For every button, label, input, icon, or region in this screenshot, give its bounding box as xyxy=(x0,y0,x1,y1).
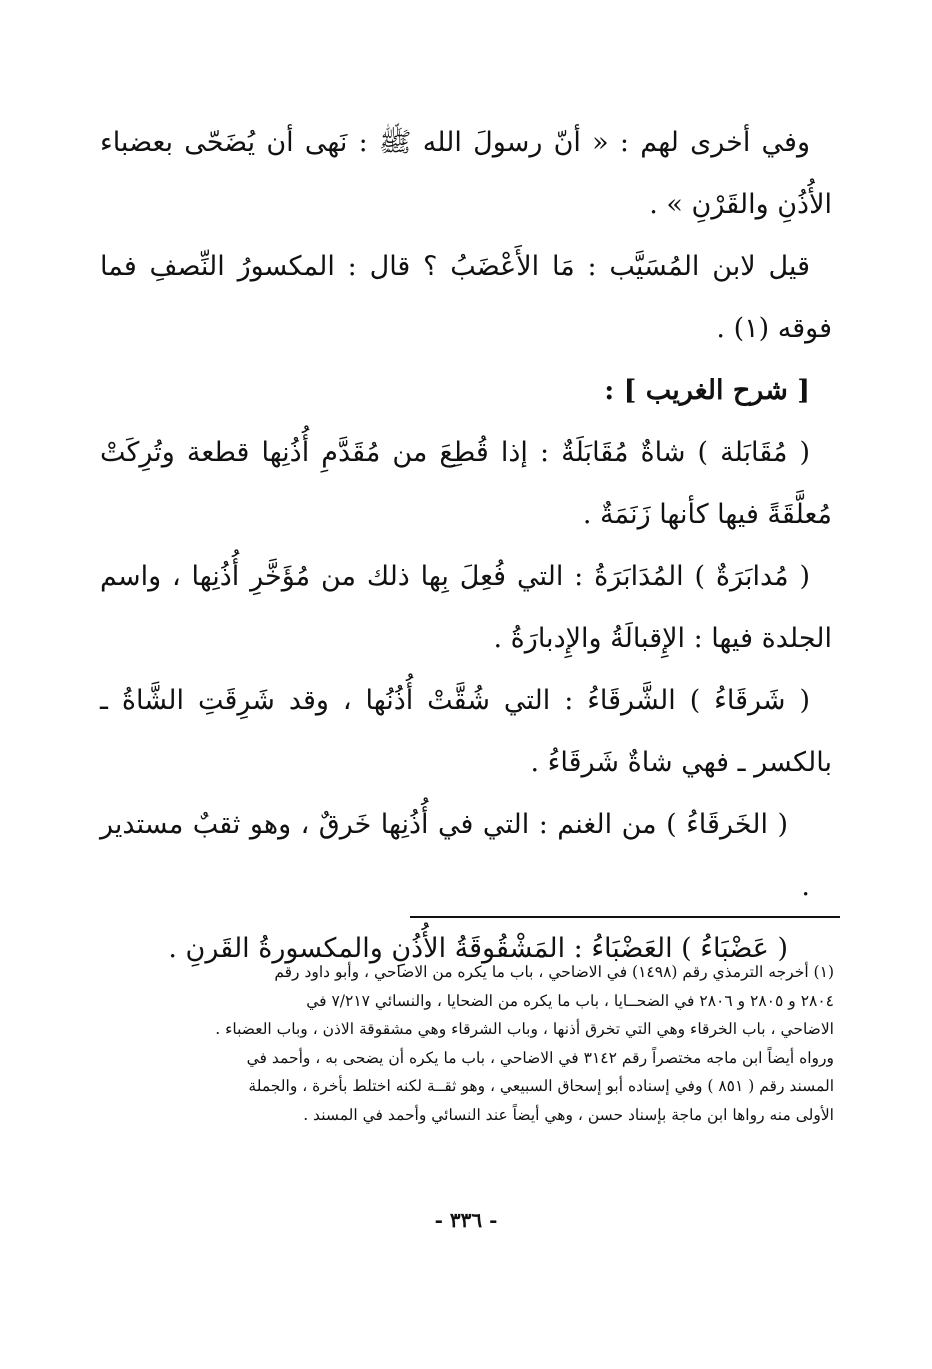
paragraph-mudabara: ( مُدابَرَةٌ ) المُدَابَرَةُ : التي فُعِلَ بِها ذلك من مُؤَخَّرِ أُذُنِها ، واسم الجلدة فيها : الإِقبالَةُ والإِدبارَةُ . xyxy=(100,561,832,654)
footnote-line: ٢٨٠٤ و ٢٨٠٥ و ٢٨٠٦ في الضحــايا ، باب ما يكره من الضحايا ، والنسائي ٧/٢١٧ في xyxy=(306,991,834,1010)
footnote-line: الاضاحي ، باب الخرقاء وهي التي تخرق أذنها ، وباب الشرقاء وهي مشقوقة الاذن ، وباب العضباء . xyxy=(215,1020,834,1038)
paragraph-kharqa: ( الخَرقَاءُ ) من الغنم : التي في أُذُنِها خَرقٌ ، وهو ثقبٌ مستدير . xyxy=(100,809,810,902)
section-heading: [ شرح الغريب ] : xyxy=(604,375,810,406)
footnote-line: المسند رقم ( ٨٥١ ) وفي إسناده أبو إسحاق السبيعي ، وهو ثقــة لكنه اختلط بأخرة ، والجملة xyxy=(248,1077,834,1095)
footnote-line: الأولى منه رواها ابن ماجة بإسناد حسن ، وهي أيضاً عند النسائي وأحمد في المسند . xyxy=(303,1105,834,1124)
footnotes xyxy=(100,958,834,1129)
footnote-line: ورواه أيضاً ابن ماجه مختصراً رقم ٣١٤٢ في الاضاحي ، باب ما يكره أن يضحى به ، وأحمد في xyxy=(246,1048,834,1067)
paragraph-adba: ( عَضْبَاءُ ) العَضْبَاءُ : المَشْقُوقَةُ الأُذُنِ والمكسورةُ القَرنِ . xyxy=(168,933,788,964)
page-number: - ٣٣٦ - xyxy=(434,1208,498,1232)
paragraph-ibn-musayyab: قيل لابن المُسَيَّب : مَا الأَعْضَبُ ؟ قال : المكسورُ النِّصفِ فما فوقه (١) . xyxy=(100,251,832,344)
paragraph-sharqa: ( شَرقَاءُ ) الشَّرقَاءُ : التي شُقَّتْ أُذُنُها ، وقد شَرِقَتِ الشَّاةُ ـ بالكسر ـ فهي شاةٌ شَرقَاءُ . xyxy=(100,685,832,778)
footnote-divider xyxy=(410,916,840,918)
main-text xyxy=(100,112,832,980)
paragraph-hadith: وفي أخرى لهم : « أنّ رسولَ الله ﷺ : نَهى أن يُضَحّى بعضباء الأُذُنِ والقَرْنِ » . xyxy=(100,127,832,220)
paragraph-muqabala: ( مُقَابَلة ) شاةٌ مُقَابَلَةٌ : إذا قُطِعَ من مُقَدَّمِ أُذُنِها قطعة وتُرِكَتْ مُعلَّقَةً فيها كأنها زَنَمَةٌ . xyxy=(100,437,832,530)
footnote-line: (١) أخرجه الترمذي رقم (١٤٩٨) في الاضاحي ، باب ما يكره من الاضاحي ، وأبو داود رقم xyxy=(274,963,834,981)
